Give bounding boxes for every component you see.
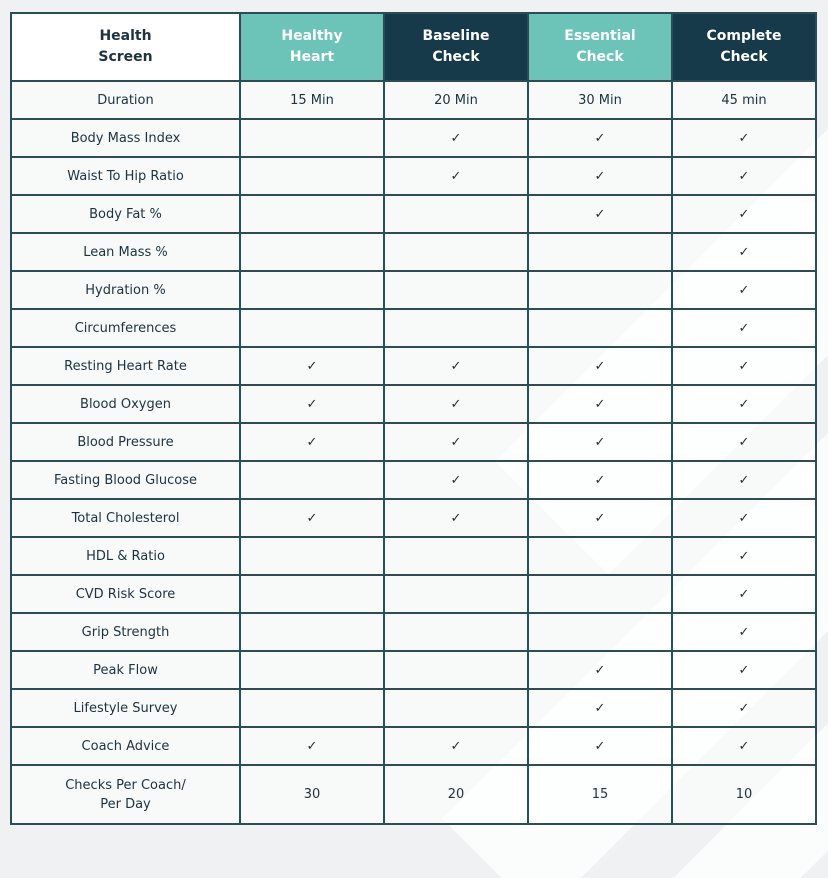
row-label-text: Peak Flow	[93, 662, 158, 678]
empty-cell	[240, 157, 384, 195]
row-label	[11, 347, 240, 385]
cell-value: 20	[384, 765, 528, 824]
empty-cell	[384, 575, 528, 613]
check-icon: ✓	[384, 461, 528, 499]
table-row	[11, 195, 816, 233]
check-icon: ✓	[240, 499, 384, 537]
check-icon: ✓	[672, 423, 816, 461]
table-row	[11, 157, 816, 195]
check-icon: ✓	[384, 157, 528, 195]
empty-cell	[528, 233, 672, 271]
empty-cell	[384, 309, 528, 347]
empty-cell	[240, 613, 384, 651]
empty-cell	[384, 195, 528, 233]
table-row	[11, 347, 816, 385]
row-label-text: Circumferences	[74, 320, 177, 336]
check-icon: ✓	[672, 613, 816, 651]
check-icon: ✓	[240, 727, 384, 765]
empty-cell	[240, 233, 384, 271]
table-row	[11, 765, 816, 824]
check-icon: ✓	[528, 157, 672, 195]
check-icon: ✓	[240, 347, 384, 385]
empty-cell	[384, 233, 528, 271]
check-icon: ✓	[384, 499, 528, 537]
row-label	[11, 689, 240, 727]
table-row	[11, 613, 816, 651]
row-label	[11, 461, 240, 499]
empty-cell	[384, 537, 528, 575]
table-row	[11, 423, 816, 461]
row-label-text: Body Mass Index	[70, 130, 181, 146]
empty-cell	[528, 575, 672, 613]
row-label	[11, 157, 240, 195]
row-label	[11, 727, 240, 765]
row-label	[11, 81, 240, 119]
plan-header-complete-check	[672, 13, 816, 81]
check-icon: ✓	[672, 575, 816, 613]
row-label	[11, 613, 240, 651]
row-label-text: Coach Advice	[81, 738, 170, 754]
empty-cell	[240, 195, 384, 233]
header-row	[11, 13, 816, 81]
check-icon: ✓	[672, 271, 816, 309]
empty-cell	[240, 309, 384, 347]
row-label-text: Duration	[97, 92, 154, 108]
table-row	[11, 727, 816, 765]
plan-header-baseline-check	[384, 13, 528, 81]
row-label-text: Lean Mass %	[83, 244, 168, 260]
cell-value: 15	[528, 765, 672, 824]
check-icon: ✓	[528, 347, 672, 385]
check-icon: ✓	[384, 347, 528, 385]
plan-name: Healthy Heart	[281, 28, 343, 65]
comparison-table	[10, 12, 817, 825]
table-row	[11, 575, 816, 613]
cell-value: 30	[240, 765, 384, 824]
empty-cell	[528, 613, 672, 651]
check-icon: ✓	[384, 727, 528, 765]
empty-cell	[240, 689, 384, 727]
check-icon: ✓	[672, 157, 816, 195]
empty-cell	[384, 651, 528, 689]
row-label	[11, 651, 240, 689]
row-label-text: HDL & Ratio	[86, 548, 165, 564]
table-row	[11, 651, 816, 689]
table-row	[11, 537, 816, 575]
row-label	[11, 233, 240, 271]
check-icon: ✓	[528, 651, 672, 689]
empty-cell	[528, 537, 672, 575]
check-icon: ✓	[240, 385, 384, 423]
check-icon: ✓	[672, 385, 816, 423]
row-label	[11, 423, 240, 461]
header-corner	[11, 13, 240, 81]
row-label-text: Blood Oxygen	[80, 396, 171, 412]
plan-name: Complete Check	[706, 28, 782, 65]
check-icon: ✓	[528, 195, 672, 233]
row-label	[11, 385, 240, 423]
table-row	[11, 309, 816, 347]
row-label-text: Resting Heart Rate	[64, 358, 187, 374]
table-row	[11, 385, 816, 423]
empty-cell	[528, 309, 672, 347]
empty-cell	[384, 613, 528, 651]
row-label-text: Grip Strength	[81, 624, 170, 640]
check-icon: ✓	[672, 499, 816, 537]
row-label-text: Total Cholesterol	[71, 510, 180, 526]
table-row	[11, 499, 816, 537]
check-icon: ✓	[384, 385, 528, 423]
empty-cell	[384, 271, 528, 309]
table-row	[11, 81, 816, 119]
check-icon: ✓	[672, 461, 816, 499]
table-row	[11, 119, 816, 157]
check-icon: ✓	[672, 651, 816, 689]
table-row	[11, 233, 816, 271]
check-icon: ✓	[384, 119, 528, 157]
empty-cell	[528, 271, 672, 309]
cell-value: 10	[672, 765, 816, 824]
check-icon: ✓	[672, 195, 816, 233]
row-label-text: Waist To Hip Ratio	[67, 168, 184, 184]
check-icon: ✓	[672, 537, 816, 575]
row-label	[11, 195, 240, 233]
check-icon: ✓	[384, 423, 528, 461]
check-icon: ✓	[672, 233, 816, 271]
empty-cell	[384, 689, 528, 727]
cell-value: 20 Min	[384, 81, 528, 119]
check-icon: ✓	[672, 347, 816, 385]
row-label	[11, 765, 240, 824]
plan-header-healthy-heart	[240, 13, 384, 81]
check-icon: ✓	[528, 689, 672, 727]
table-body	[11, 81, 816, 824]
check-icon: ✓	[672, 309, 816, 347]
row-label	[11, 271, 240, 309]
row-label-text: Blood Pressure	[77, 434, 174, 450]
plan-header-essential-check	[528, 13, 672, 81]
cell-value: 30 Min	[528, 81, 672, 119]
row-label	[11, 119, 240, 157]
empty-cell	[240, 271, 384, 309]
row-label-text: CVD Risk Score	[75, 586, 176, 602]
empty-cell	[240, 461, 384, 499]
empty-cell	[240, 651, 384, 689]
check-icon: ✓	[528, 385, 672, 423]
table-row	[11, 271, 816, 309]
check-icon: ✓	[240, 423, 384, 461]
check-icon: ✓	[528, 461, 672, 499]
row-label	[11, 537, 240, 575]
check-icon: ✓	[528, 423, 672, 461]
check-icon: ✓	[528, 727, 672, 765]
row-label	[11, 575, 240, 613]
empty-cell	[240, 119, 384, 157]
header-corner-label: Health Screen	[98, 28, 153, 65]
row-label-text: Fasting Blood Glucose	[54, 472, 197, 488]
row-label-text: Body Fat %	[89, 206, 162, 222]
cell-value: 15 Min	[240, 81, 384, 119]
row-label-text: Checks Per Coach/ Per Day	[65, 777, 186, 812]
row-label-text: Lifestyle Survey	[73, 700, 178, 716]
check-icon: ✓	[528, 119, 672, 157]
row-label-text: Hydration %	[85, 282, 166, 298]
check-icon: ✓	[672, 689, 816, 727]
row-label	[11, 499, 240, 537]
empty-cell	[240, 575, 384, 613]
cell-value: 45 min	[672, 81, 816, 119]
check-icon: ✓	[672, 119, 816, 157]
check-icon: ✓	[672, 727, 816, 765]
table-row	[11, 461, 816, 499]
check-icon: ✓	[528, 499, 672, 537]
plan-name: Essential Check	[564, 28, 636, 65]
row-label	[11, 309, 240, 347]
table-row	[11, 689, 816, 727]
empty-cell	[240, 537, 384, 575]
plan-name: Baseline Check	[422, 28, 490, 65]
